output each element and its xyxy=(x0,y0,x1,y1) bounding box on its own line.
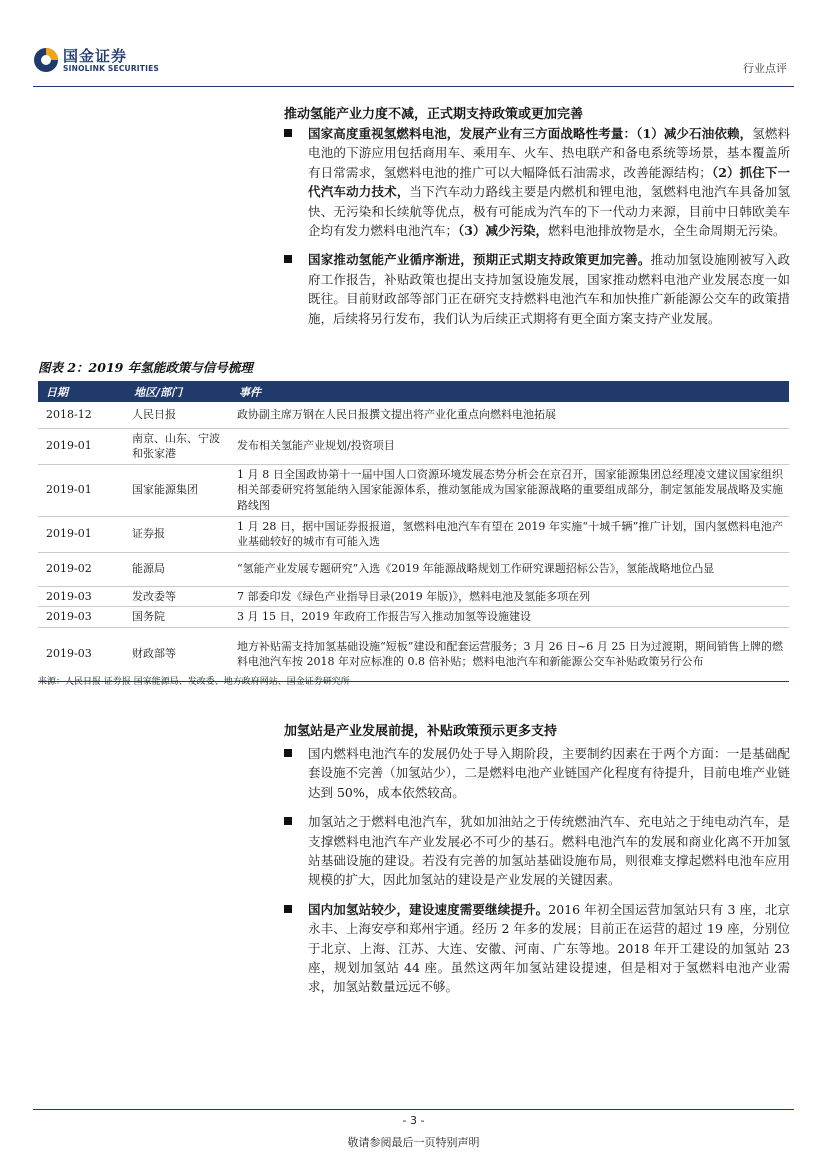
cell-dept: 证券报 xyxy=(126,516,231,552)
text-run: 推动加氢设施刚被写入政府工作报告，补贴政策也提出支持加氢设施发展，国家推动燃料电池产业发展态度一如既往。目前财政部等部门正在研究支持燃料电池汽车和加快推广新能源公交车的政策措施，后续将另行发布，我们认为后续正式期将有更全面方案支持产业发展。 xyxy=(308,252,790,326)
cell-date: 2019-01 xyxy=(38,516,126,552)
cell-event: “氢能产业发展专题研究”入选《2019 年能源战略规划工作研究课题招标公告》，氢能战略地位凸显 xyxy=(231,552,789,586)
cell-date: 2019-03 xyxy=(38,607,126,628)
company-logo xyxy=(33,44,183,80)
text-run: 燃料电池排放物是水，全生命周期无污染。 xyxy=(547,223,786,239)
cell-event: 7 部委印发《绿色产业指导目录(2019 年版)》，燃料电池及氢能多项在列 xyxy=(231,586,789,607)
cell-date: 2019-02 xyxy=(38,552,126,586)
section2-bullets xyxy=(284,744,790,1007)
cell-event: 3 月 15 日，2019 年政府工作报告写入推动加氢等设施建设 xyxy=(231,607,789,628)
table-row xyxy=(38,607,789,628)
cell-dept: 南京、山东、宁波和张家港 xyxy=(126,428,231,464)
bullet-paragraph xyxy=(284,744,790,802)
square-bullet-icon xyxy=(284,905,292,913)
header-divider xyxy=(33,86,794,87)
cell-dept: 能源局 xyxy=(126,552,231,586)
bullet-paragraph xyxy=(284,124,790,240)
table-row xyxy=(38,428,789,464)
square-bullet-icon xyxy=(284,129,292,137)
bullet-paragraph xyxy=(284,900,790,997)
table-header-row xyxy=(38,381,789,402)
cell-date: 2019-03 xyxy=(38,586,126,607)
cell-event: 地方补贴需支持加氢基础设施“短板”建设和配套运营服务；3 月 26 日~6 月 25 日为过渡期，期间销售上牌的燃料电池汽车按 2018 年对应标准的 0.8 倍补贴；燃料电池汽车和新能源公交车补贴政策另行公布 xyxy=(231,627,789,681)
square-bullet-icon xyxy=(284,817,292,825)
figure-source: 来源：人民日报 证券报 国家能源局、发改委、地方政府网站、国金证券研究所 xyxy=(38,677,350,687)
cell-date: 2019-03 xyxy=(38,627,126,681)
logo-text-cn: 国金证券 xyxy=(63,47,128,65)
text-run-bold: 国内加氢站较少，建设速度需要继续提升。 xyxy=(308,901,549,917)
cell-dept: 发改委等 xyxy=(126,586,231,607)
table-row xyxy=(38,586,789,607)
cell-date: 2019-01 xyxy=(38,464,126,516)
cell-date: 2018-12 xyxy=(38,402,126,428)
text-run-bold: 国家高度重视氢燃料电池，发展产业有三方面战略性考量：（1）减少石油依赖， xyxy=(308,126,753,141)
cell-event: 发布相关氢能产业规划/投资项目 xyxy=(231,428,789,464)
table-row xyxy=(38,552,789,586)
table-row xyxy=(38,516,789,552)
square-bullet-icon xyxy=(284,749,292,757)
cell-dept: 财政部等 xyxy=(126,627,231,681)
cell-dept: 国家能源集团 xyxy=(126,464,231,516)
table-row xyxy=(38,402,789,428)
bullet-paragraph xyxy=(284,812,790,890)
document-type-label: 行业点评 xyxy=(743,62,787,75)
table-row xyxy=(38,627,789,681)
text-run: 2016 年初全国运营加氢站只有 3 座，北京永丰、上海安亭和郑州宇通。经历 2 年多的发展；目前正在运营的超过 19 座，分别位于北京、上海、江苏、大连、安徽、河南、广东等地。2018 年开工建设的加氢站 23 座，规划加氢站 44 座。虽然这两年加氢站建设提速，但是相对于氢燃料电池产业需求，加氢站数量远远不够。 xyxy=(308,901,790,995)
footer-divider xyxy=(33,1109,794,1110)
column-header-event: 事件 xyxy=(231,381,789,402)
figure-title: 图表 2：2019 年氢能政策与信号梳理 xyxy=(38,360,253,375)
logo-text-en: SINOLINK SECURITIES xyxy=(63,64,160,73)
text-run: 当下汽车动力路线主要是内燃机和锂电池，氢燃料电池汽车具备加氢快、无污染和长续航等优点，极有可能成为汽车的下一代动力来源，目前中日韩欧美车企均有发力燃料电池汽车； xyxy=(308,184,790,239)
text-run-bold: 国家推动氢能产业循序渐进，预期正式期支持政策更加完善。 xyxy=(308,252,651,268)
text-run-bold: （3）减少污染， xyxy=(458,223,548,239)
cell-dept: 国务院 xyxy=(126,607,231,628)
cell-event: 1 月 28 日，据中国证券报报道，氢燃料电池汽车有望在 2019 年实施“十城千辆”推广计划，国内氢燃料电池产业基础较好的城市有可能入选 xyxy=(231,516,789,552)
text-run: 国内燃料电池汽车的发展仍处于导入期阶段，主要制约因素在于两个方面：一是基础配套设施不完善（加氢站少），二是燃料电池产业链国产化程度有待提升，目前电堆产业链达到 50%，成本依然较高。 xyxy=(308,746,790,800)
column-header-date: 日期 xyxy=(38,381,126,402)
logo-mark-icon xyxy=(33,47,59,73)
policy-table xyxy=(38,381,789,682)
page-header xyxy=(0,0,827,88)
square-bullet-icon xyxy=(284,255,292,263)
section1-bullets xyxy=(284,124,790,338)
cell-event: 1 月 8 日全国政协第十一届中国人口资源环境发展态势分析会在京召开，国家能源集团总经理凌文建议国家组织相关部委研究将氢能纳入国家能源体系，推动氢能成为国家能源战略的重要组成部分，制定氢能发展战略及实施路线图 xyxy=(231,464,789,516)
cell-event: 政协副主席万钢在人民日报撰文提出将产业化重点向燃料电池拓展 xyxy=(231,402,789,428)
page-number: - 3 - xyxy=(402,1114,425,1127)
text-run-bold: （2）抓住下一代汽车动力技术， xyxy=(308,164,790,200)
table-row xyxy=(38,464,789,516)
text-run: 氢燃料电池的下游应用包括商用车、乘用车、火车、热电联产和备电系统等场景，基本覆盖所有日常需求，氢燃料电池的推广可以大幅降低石油需求，改善能源结构； xyxy=(308,126,790,180)
text-run: 加氢站之于燃料电池汽车，犹如加油站之于传统燃油汽车、充电站之于纯电动汽车，是支撑燃料电池汽车产业发展必不可少的基石。燃料电池汽车的发展和商业化离不开加氢站基础设施的建设。若没有完善的加氢站基础设施布局，则很难支撑起燃料电池车应用规模的扩大，因此加氢站的建设是产业发展的关键因素。 xyxy=(308,814,790,888)
section-title-hydrogen-stations: 加氢站是产业发展前提，补贴政策预示更多支持 xyxy=(284,724,558,739)
cell-dept: 人民日报 xyxy=(126,402,231,428)
cell-date: 2019-01 xyxy=(38,428,126,464)
column-header-dept: 地区/部门 xyxy=(126,381,231,402)
table-body xyxy=(38,402,789,681)
section-title-policy: 推动氢能产业力度不减，正式期支持政策或更加完善 xyxy=(284,107,584,122)
bullet-paragraph xyxy=(284,250,790,328)
disclaimer-note: 敬请参阅最后一页特别声明 xyxy=(347,1136,480,1149)
